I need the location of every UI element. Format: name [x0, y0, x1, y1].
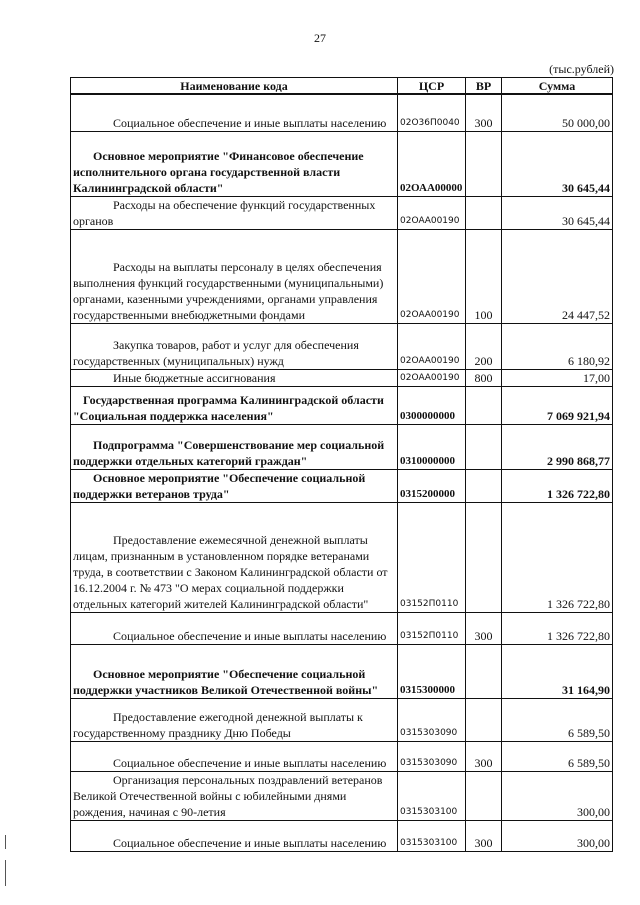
units-label: (тыс.рублей): [549, 62, 614, 76]
row-csr: 0300000000: [398, 386, 466, 424]
row-sum: 300,00: [502, 820, 613, 851]
table-row: [71, 698, 613, 741]
header-sum: Сумма: [502, 78, 613, 95]
row-csr: 03152П0110: [398, 502, 466, 612]
table-row: [71, 323, 613, 369]
margin-mark: [5, 860, 6, 886]
row-vr: [466, 131, 502, 196]
row-name: Социальное обеспечение и иные выплаты населению: [71, 612, 398, 644]
header-name: Наименование кода: [71, 78, 398, 95]
row-vr: 200: [466, 323, 502, 369]
row-name: Предоставление ежемесячной денежной выплаты лицам, признанным в установленном порядке ветеранами труда, в соответствии с Законом Калининградской области от 16.12.2004 г. № 473 "О мерах социальной поддержки отдельных категорий жителей Калининградской области": [71, 502, 398, 612]
row-vr: [466, 698, 502, 741]
table-row: [71, 131, 613, 196]
row-name: Социальное обеспечение и иные выплаты населению: [71, 94, 398, 131]
row-sum: 50 000,00: [502, 94, 613, 131]
row-vr: [466, 469, 502, 502]
row-csr: 02ОАА00190: [398, 229, 466, 323]
row-name: Основное мероприятие "Обеспечение социальной поддержки ветеранов труда": [71, 469, 398, 502]
row-name: Иные бюджетные ассигнования: [71, 369, 398, 386]
row-vr: 300: [466, 94, 502, 131]
row-sum: 7 069 921,94: [502, 386, 613, 424]
row-csr: 0315303090: [398, 698, 466, 741]
row-name: Социальное обеспечение и иные выплаты населению: [71, 741, 398, 771]
table-row: [71, 502, 613, 612]
row-vr: 300: [466, 612, 502, 644]
row-sum: 17,00: [502, 369, 613, 386]
row-sum: 31 164,90: [502, 644, 613, 698]
row-vr: 100: [466, 229, 502, 323]
row-vr: [466, 771, 502, 820]
page-number: 27: [314, 31, 326, 45]
table-row: [71, 644, 613, 698]
row-name: Государственная программа Калининградской области "Социальная поддержка населения": [71, 386, 398, 424]
row-csr: 0315303100: [398, 820, 466, 851]
table-row: [71, 771, 613, 820]
row-name: Основное мероприятие "Обеспечение социальной поддержки участников Великой Отечественной войны": [71, 644, 398, 698]
row-sum: 300,00: [502, 771, 613, 820]
table-row: [71, 196, 613, 229]
table-row: [71, 424, 613, 469]
margin-mark: [5, 835, 6, 849]
row-sum: 24 447,52: [502, 229, 613, 323]
table-row: [71, 820, 613, 851]
table-row: [71, 469, 613, 502]
row-name: Социальное обеспечение и иные выплаты населению: [71, 820, 398, 851]
budget-table: [70, 77, 613, 852]
row-csr: 0310000000: [398, 424, 466, 469]
row-vr: 800: [466, 369, 502, 386]
table-row: [71, 612, 613, 644]
row-csr: 02ОАА00190: [398, 323, 466, 369]
row-vr: 300: [466, 820, 502, 851]
row-vr: [466, 502, 502, 612]
header-csr: ЦСР: [398, 78, 466, 95]
table-row: [71, 229, 613, 323]
row-sum: 1 326 722,80: [502, 469, 613, 502]
row-csr: 02О36П0040: [398, 94, 466, 131]
row-csr: 02ОАА00190: [398, 196, 466, 229]
row-name: Подпрограмма "Совершенствование мер социальной поддержки отдельных категорий граждан": [71, 424, 398, 469]
row-name: Организация персональных поздравлений ветеранов Великой Отечественной войны с юбилейными днями рождения, начиная с 90-летия: [71, 771, 398, 820]
header-vr: ВР: [466, 78, 502, 95]
row-csr: 0315200000: [398, 469, 466, 502]
row-vr: [466, 424, 502, 469]
row-csr: 0315303100: [398, 771, 466, 820]
row-sum: 30 645,44: [502, 196, 613, 229]
row-csr: 02ОАА00190: [398, 369, 466, 386]
table-row: [71, 386, 613, 424]
row-name: Основное мероприятие "Финансовое обеспечение исполнительного органа государственной власти Калининградской области": [71, 131, 398, 196]
table-row: [71, 369, 613, 386]
row-csr: 0315300000: [398, 644, 466, 698]
row-sum: 6 180,92: [502, 323, 613, 369]
row-vr: [466, 196, 502, 229]
row-csr: 03152П0110: [398, 612, 466, 644]
table-body: [71, 94, 613, 851]
table-row: [71, 94, 613, 131]
row-csr: 02ОАА00000: [398, 131, 466, 196]
table-header-row: [71, 78, 613, 95]
row-name: Расходы на выплаты персоналу в целях обеспечения выполнения функций государственными (муниципальными) органами, казенными учреждениями, органами управления государственными внебюджетными фондами: [71, 229, 398, 323]
row-name: Расходы на обеспечение функций государственных органов: [71, 196, 398, 229]
row-sum: 6 589,50: [502, 698, 613, 741]
row-csr: 0315303090: [398, 741, 466, 771]
row-name: Предоставление ежегодной денежной выплаты к государственному празднику Дню Победы: [71, 698, 398, 741]
table-row: [71, 741, 613, 771]
row-sum: 2 990 868,77: [502, 424, 613, 469]
row-vr: [466, 386, 502, 424]
row-vr: [466, 644, 502, 698]
row-sum: 30 645,44: [502, 131, 613, 196]
row-sum: 1 326 722,80: [502, 612, 613, 644]
row-sum: 6 589,50: [502, 741, 613, 771]
row-vr: 300: [466, 741, 502, 771]
row-sum: 1 326 722,80: [502, 502, 613, 612]
row-name: Закупка товаров, работ и услуг для обеспечения государственных (муниципальных) нужд: [71, 323, 398, 369]
